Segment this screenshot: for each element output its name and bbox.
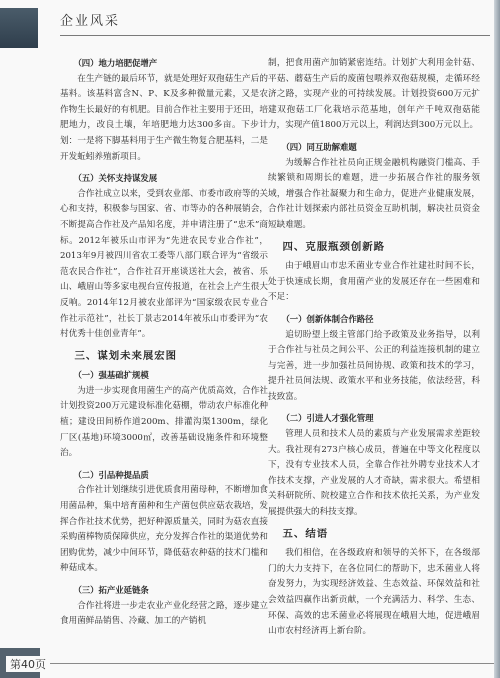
page-number: 第40页 — [6, 656, 50, 672]
subheading: （一）创新体制合作路径 — [281, 313, 374, 324]
subheading: （四）地力培肥促增产 — [73, 58, 158, 68]
paragraph: 管理人员和技术人员的素质与产业发展需求差距较大。我社现有273户核心成员，普遍在中等文化程度以下，没有专业技术人员，全靠合作社外聘专业技术人才作技术支撑，产业发展的人才奇缺，需求很大。希望相关科研院所、院校建立合作和技术依托关系，为产业发展提供强大的科技支撑。 — [268, 429, 480, 518]
page-header — [0, 0, 500, 44]
section-heading: 四、克服瓶颈创新路 — [282, 240, 386, 253]
paragraph: 追切盼望上级主管部门给予政策及业务指导，以利于合作社与社员之间公平、公正的利益连接机制的建立与完善，进一步加强社员间协规、政策和技术的学习，提升社员间法规、政策水平和业务技能，依法经营，科技致富。 — [268, 329, 480, 402]
paragraph: 为缓解合作社社员向正规金融机构融资门槛高、手续繁锁和周期长的难题，进一步拓展合作社的服务领域，增强合作社凝聚力和生命力，促进产业健康发展，合作社计划探索内部社员资金互助机制，解决社员资金短缺难题。 — [268, 157, 480, 230]
left-column — [60, 56, 268, 630]
header-divider — [60, 35, 490, 36]
subheading: （一）强基础扩规模 — [73, 370, 149, 381]
section-heading: 三、谋划未来展宏图 — [74, 349, 178, 362]
footer-divider — [50, 663, 500, 664]
header-accent-bar — [0, 8, 38, 48]
paragraph: 制，把食用菌产加销紧密连结。计划扩大利用金针菇、平菇、蘑菇生产后的废菌包喂养双孢菇规模，走循环经济之路，实现产业的可持续发展。计划投资600万元扩建双孢菇工厂化栽培示范基地，创年产千吨双孢菇能力，实现产值1800万元以上，利润达到300万元以上。 — [268, 58, 480, 131]
paragraph: 为进一步实现食用菌生产的高产优质高效，合作社计划投资200万元建设标准化菇棚，带动农户标准化种植；建设田间桥作道200m、排灌沟渠1300m，绿化厂区(基地)环境3000㎡，改善基础设施条件和环境整治。 — [60, 385, 268, 459]
subheading: （二）引进人才强化管理 — [281, 413, 374, 424]
paragraph: 合作社将进一步走农业产业化经营之路，逐步建立食用菌鲜品销售、冷藏、加工的产销机 — [60, 600, 268, 627]
page-edge-decoration — [494, 0, 500, 678]
page-footer — [0, 648, 500, 678]
paragraph: 合作社成立以来，受到农业部、市委市政府等的关心和支持，积极参与国家、省、市等办的各种展销会，不断提高合作社及产品知名度，并申请注册了“忠禾”商标。2012年被乐山市评为“先进农民专业合作社”，2013年9月被四川省农工委等八部门联合评为“省级示范农民合作社”，合作社召开座谈送社大会，被省、乐山、峨眉山等多家电视台宣传报道，在社会上产生很大反响。2014年12月被农业部评为“国家级农民专业合作社示范社”，社长丁景志2014年被乐山市委评为“农村优秀十佳创业青年”。 — [60, 188, 268, 340]
subheading: （三）拓产业延链条 — [73, 585, 149, 595]
paragraph: 由于峨眉山市忠禾菌业专业合作社建社时间不长，处于快速成长期，食用菌产业的发展还存在一些困难和不足： — [268, 261, 480, 303]
paragraph: 在生产链的最后环节，就是处理好双孢菇生产后的基料。该基料富含N、P、K及多种微量元素，又是农作物生长最好的有机肥。目前合作社主要用于还田，培肥地力，改良土壤，年培肥地力达300多亩。下步计划：一是将下脚基料用于生产微生物复合肥基料，二是开发蚯蚓养殖新项目。 — [60, 73, 268, 162]
subheading: （五）关怀支持谋发展 — [73, 173, 158, 184]
subheading: （四）同互助解难题 — [281, 141, 357, 152]
section-title: 企业风采 — [60, 14, 121, 29]
paragraph: 合作社计划继续引进优质食用菌母种，不断增加食用菌品种，集中培育菌种和生产菌包供应菇农栽培，发挥合作社技术优势，把好种源质量关，同时为菇农直接采购菌棒物质保障供应，充分发挥合作社的渠道优势和团购优势，减少中间环节，降低菇农种菇的技术门槛和种菇成本。 — [60, 485, 268, 574]
right-column — [268, 56, 480, 640]
paragraph: 我们相信，在各级政府和领导的关怀下，在各级部门的大力支持下，在各位同仁的帮助下，忠禾菌业人将奋发努力，为实现经济效益、生态效益、环保效益和社会效益四赢作出新贡献，一个充满活力、科学、生态、环保、高效的忠禾菌业必将展现在峨眉大地，促进峨眉山市农村经济再上新台阶。 — [268, 548, 480, 637]
subheading: （二）引品种提品质 — [73, 469, 149, 480]
section-heading: 五、结语 — [282, 527, 329, 540]
